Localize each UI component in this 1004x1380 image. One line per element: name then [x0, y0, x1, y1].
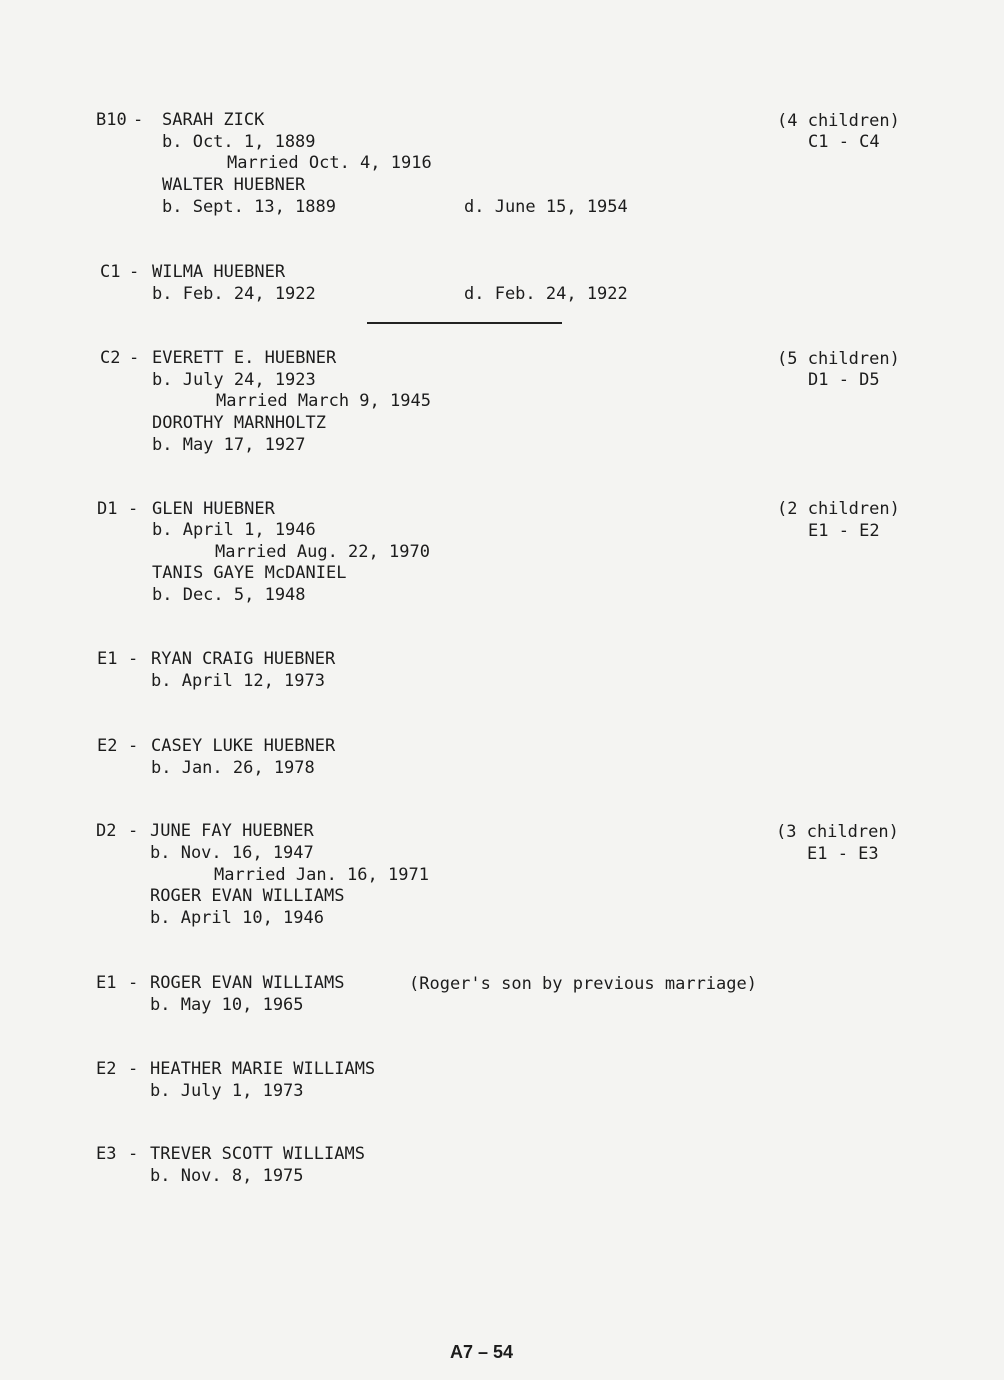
dash-separator: -	[129, 262, 140, 282]
page-number: A7 – 54	[450, 1342, 514, 1362]
entry-code: E3	[96, 1144, 117, 1164]
children-count: (2 children)	[777, 499, 900, 519]
section-divider	[367, 322, 562, 324]
person-name: GLEN HUEBNER	[152, 499, 275, 519]
entry-code: B10	[96, 110, 127, 130]
spouse-death-date: d. June 15, 1954	[464, 197, 628, 217]
birth-date: b. Feb. 24, 1922	[152, 284, 316, 304]
entry-code: C2	[100, 348, 121, 368]
spouse-birth-date: b. April 10, 1946	[150, 908, 324, 928]
dash-separator: -	[129, 348, 140, 368]
spouse-name: WALTER HUEBNER	[162, 175, 306, 195]
birth-date: b. Oct. 1, 1889	[162, 132, 316, 152]
children-range: E1 - E2	[808, 521, 880, 541]
person-name: HEATHER MARIE WILLIAMS	[150, 1059, 376, 1079]
dash-separator: -	[128, 1059, 139, 1079]
dash-separator: -	[128, 499, 139, 519]
dash-separator: -	[128, 821, 139, 841]
spouse-birth-date: b. Sept. 13, 1889	[162, 197, 336, 217]
children-count: (4 children)	[777, 111, 900, 131]
spouse-name: DOROTHY MARNHOLTZ	[152, 413, 326, 433]
entry-code: C1	[100, 262, 121, 282]
entry-code: E1	[96, 973, 117, 993]
entry-code: E2	[96, 1059, 117, 1079]
children-count: (3 children)	[776, 822, 899, 842]
person-name: RYAN CRAIG HUEBNER	[151, 649, 336, 669]
birth-date: b. Jan. 26, 1978	[151, 758, 315, 778]
birth-date: b. July 1, 1973	[150, 1081, 304, 1101]
dash-separator: -	[128, 649, 139, 669]
dash-separator: -	[128, 973, 139, 993]
children-range: C1 - C4	[808, 132, 880, 152]
entry-code: D2	[96, 821, 117, 841]
marriage-date: Married March 9, 1945	[216, 391, 431, 411]
birth-date: b. Nov. 16, 1947	[150, 843, 314, 863]
relationship-note: (Roger's son by previous marriage)	[409, 974, 757, 994]
person-name: EVERETT E. HUEBNER	[152, 348, 337, 368]
dash-separator: -	[133, 110, 144, 130]
children-range: D1 - D5	[808, 370, 880, 390]
spouse-name: TANIS GAYE McDANIEL	[152, 563, 347, 583]
entry-code: E2	[97, 736, 118, 756]
marriage-date: Married Jan. 16, 1971	[214, 865, 429, 885]
person-name: WILMA HUEBNER	[152, 262, 286, 282]
dash-separator: -	[128, 736, 139, 756]
person-name: ROGER EVAN WILLIAMS	[150, 973, 345, 993]
birth-date: b. May 10, 1965	[150, 995, 304, 1015]
children-count: (5 children)	[777, 349, 900, 369]
marriage-date: Married Oct. 4, 1916	[227, 153, 432, 173]
person-name: TREVER SCOTT WILLIAMS	[150, 1144, 365, 1164]
person-name: JUNE FAY HUEBNER	[150, 821, 314, 841]
person-name: CASEY LUKE HUEBNER	[151, 736, 336, 756]
entry-code: D1	[97, 499, 118, 519]
birth-date: b. April 12, 1973	[151, 671, 325, 691]
death-date: d. Feb. 24, 1922	[464, 284, 628, 304]
person-name: SARAH ZICK	[162, 110, 265, 130]
dash-separator: -	[128, 1144, 139, 1164]
entry-code: E1	[97, 649, 118, 669]
spouse-name: ROGER EVAN WILLIAMS	[150, 886, 345, 906]
spouse-birth-date: b. May 17, 1927	[152, 435, 306, 455]
marriage-date: Married Aug. 22, 1970	[215, 542, 430, 562]
birth-date: b. Nov. 8, 1975	[150, 1166, 304, 1186]
spouse-birth-date: b. Dec. 5, 1948	[152, 585, 306, 605]
birth-date: b. April 1, 1946	[152, 520, 316, 540]
children-range: E1 - E3	[807, 844, 879, 864]
birth-date: b. July 24, 1923	[152, 370, 316, 390]
